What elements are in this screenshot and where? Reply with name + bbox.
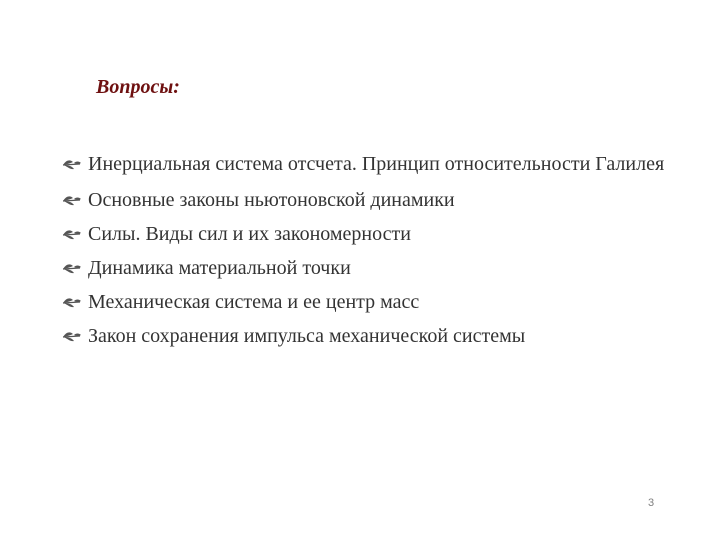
bullet-item [62,288,702,316]
bullet-text: Динамика материальной точки [88,257,351,279]
bullet-item [62,220,702,248]
bullet-text: Инерциальная система отсчета. Принцип относительности Галилея [88,153,665,175]
bullet-text: Основные законы ньютоновской динамики [88,189,455,211]
leaf-bullet-icon [62,288,82,316]
bullet-item [62,186,702,214]
bullet-item [62,150,702,178]
bullet-item [62,254,702,282]
leaf-bullet-icon [62,322,82,350]
leaf-bullet-icon [62,186,82,214]
slide-title: Вопросы: [96,76,180,98]
bullet-item [62,322,702,350]
leaf-bullet-icon [62,220,82,248]
bullet-text: Механическая система и ее центр масс [88,291,420,313]
leaf-bullet-icon [62,254,82,282]
bullet-text: Силы. Виды сил и их закономерности [88,223,411,245]
leaf-bullet-icon [62,150,82,178]
page-number: 3 [648,497,655,509]
bullet-list [62,150,702,356]
bullet-text: Закон сохранения импульса механической системы [88,325,526,347]
